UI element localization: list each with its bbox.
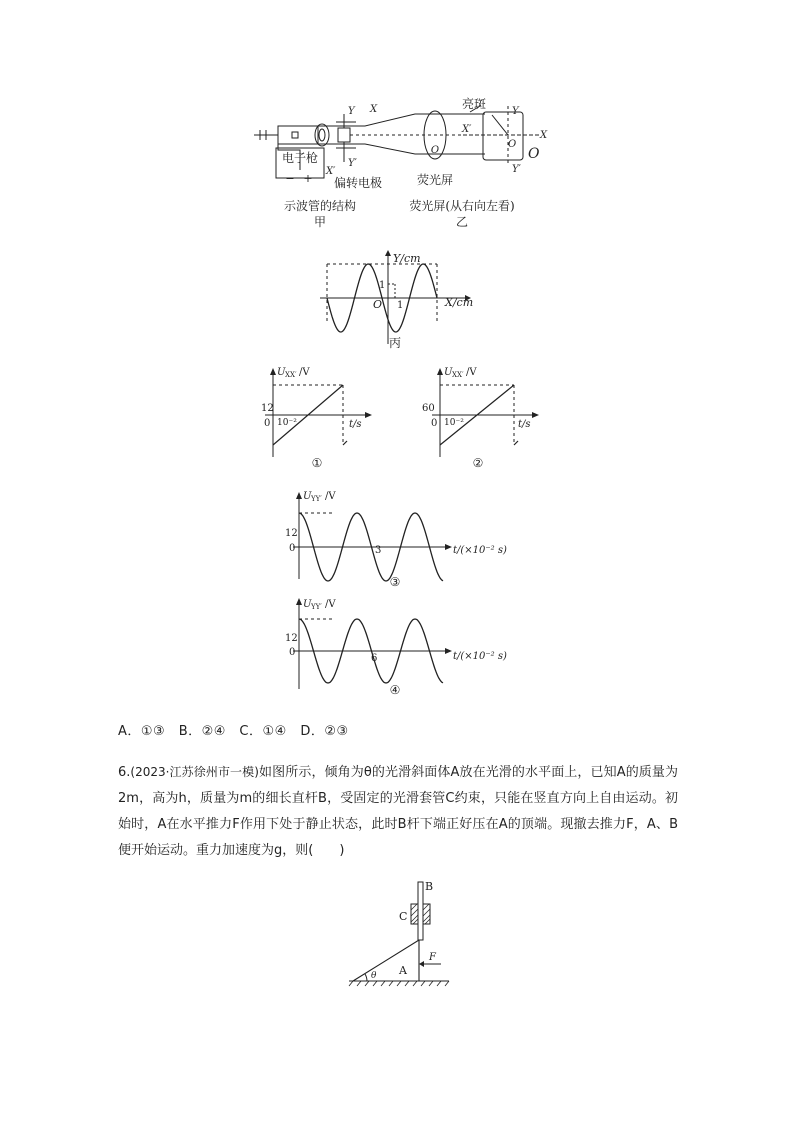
g3-x-tick: 3 [375, 545, 382, 556]
question-body: 如图所示，倾角为θ的光滑斜面体A放在光滑的水平面上，已知A的质量为2m，高为h，质量为m的细长直杆B，受固定的光滑套管C约束，只能在竖直方向上自由运动。初始时，A在水平推力F作用下处于静止状态，此时B杆下端正好压在A的顶端。现撤去推力F，A、B便开始运动。重力加速度为g，则( ) [118, 765, 678, 858]
answer-options: A．①③ B．②④ C．①④ D．②③ [118, 724, 349, 739]
rod-B [418, 882, 423, 940]
g1-origin: 0 [264, 418, 271, 429]
bing-tick: 1 [379, 280, 386, 291]
caption-bing: 丙 [388, 336, 401, 350]
caption-1: ① [311, 456, 323, 470]
gun-plus: + [303, 172, 313, 185]
g4-x-axis: t/(×10⁻² s) [453, 651, 507, 662]
caption-yi-title: 荧光屏(从右向左看) [409, 199, 515, 213]
g3-origin: 0 [289, 543, 296, 554]
g4-y-axis: U [303, 599, 312, 610]
label-X: X [370, 104, 378, 115]
g4-y-unit: /V [325, 599, 336, 610]
label-Xp-yi: X′ [462, 124, 472, 135]
screen-label: 荧光屏 [416, 173, 454, 187]
label-O-large: O [528, 146, 540, 162]
g2-x-axis: t/s [518, 419, 531, 430]
g1-y-sub: XX′ [285, 371, 297, 379]
caption-jia-title: 示波管的结构 [283, 199, 357, 213]
g2-x-tick: 10⁻² [444, 418, 464, 428]
label-B: B [425, 880, 434, 893]
graph-4 [285, 597, 515, 692]
g4-x-tick: 6 [371, 653, 378, 664]
g3-y-tick: 12 [285, 528, 298, 539]
g2-y-unit: /V [466, 367, 477, 378]
label-O-yi: O [508, 139, 517, 150]
screen-origin-jia: O [430, 145, 440, 156]
graph-3 [285, 487, 515, 582]
gun-label: 电子枪 [281, 151, 319, 165]
bing-origin: O [373, 298, 383, 311]
label-Yp: Y′ [348, 158, 357, 169]
g1-x-axis: t/s [349, 419, 362, 430]
bing-y-axis: Y/cm [393, 252, 421, 265]
label-Y: Y [348, 106, 355, 117]
caption-yi: 乙 [455, 215, 469, 229]
caption-3: ③ [389, 575, 401, 589]
spot-label: 亮斑 [462, 97, 487, 111]
caption-4: ④ [389, 683, 401, 697]
question-number: 6. [118, 765, 131, 780]
g1-y-unit: /V [299, 367, 310, 378]
label-theta: θ [371, 971, 377, 981]
caption-2: ② [472, 456, 484, 470]
g3-y-sub: YY′ [311, 495, 322, 503]
bing-x-axis: X/cm [445, 296, 474, 309]
label-X-yi: X [540, 130, 548, 141]
g2-y-tick: 60 [422, 403, 435, 414]
caption-jia: 甲 [313, 215, 327, 229]
g4-y-sub: YY′ [311, 603, 322, 611]
g3-x-axis: t/(×10⁻² s) [453, 545, 507, 556]
label-Yp-yi: Y′ [512, 164, 521, 175]
label-F: F [429, 952, 436, 963]
g1-y-axis: U [277, 367, 286, 378]
incline-figure [345, 880, 455, 995]
graph-1 [255, 365, 375, 460]
oscilloscope-figure [240, 92, 570, 232]
g1-x-tick: 10⁻² [277, 418, 297, 428]
g2-origin: 0 [431, 418, 438, 429]
label-A: A [399, 964, 407, 977]
g4-y-tick: 12 [285, 633, 298, 644]
label-Y-yi: Y [512, 106, 519, 117]
g2-y-sub: XX′ [452, 371, 464, 379]
g3-y-unit: /V [325, 491, 336, 502]
graph-2 [422, 365, 552, 460]
g3-y-axis: U [303, 491, 312, 502]
g2-y-axis: U [444, 367, 453, 378]
bing-tick-x: 1 [397, 300, 404, 311]
label-C: C [399, 910, 408, 923]
electrode-label: 偏转电极 [333, 176, 383, 190]
question-6 [118, 759, 678, 864]
incline-block-A [353, 940, 419, 981]
g1-y-tick: 12 [261, 403, 274, 414]
label-Xp: X′ [326, 166, 336, 177]
question-source: (2023·江苏徐州市一模) [130, 765, 259, 779]
gun-minus: − [285, 172, 295, 185]
g4-origin: 0 [289, 647, 296, 658]
